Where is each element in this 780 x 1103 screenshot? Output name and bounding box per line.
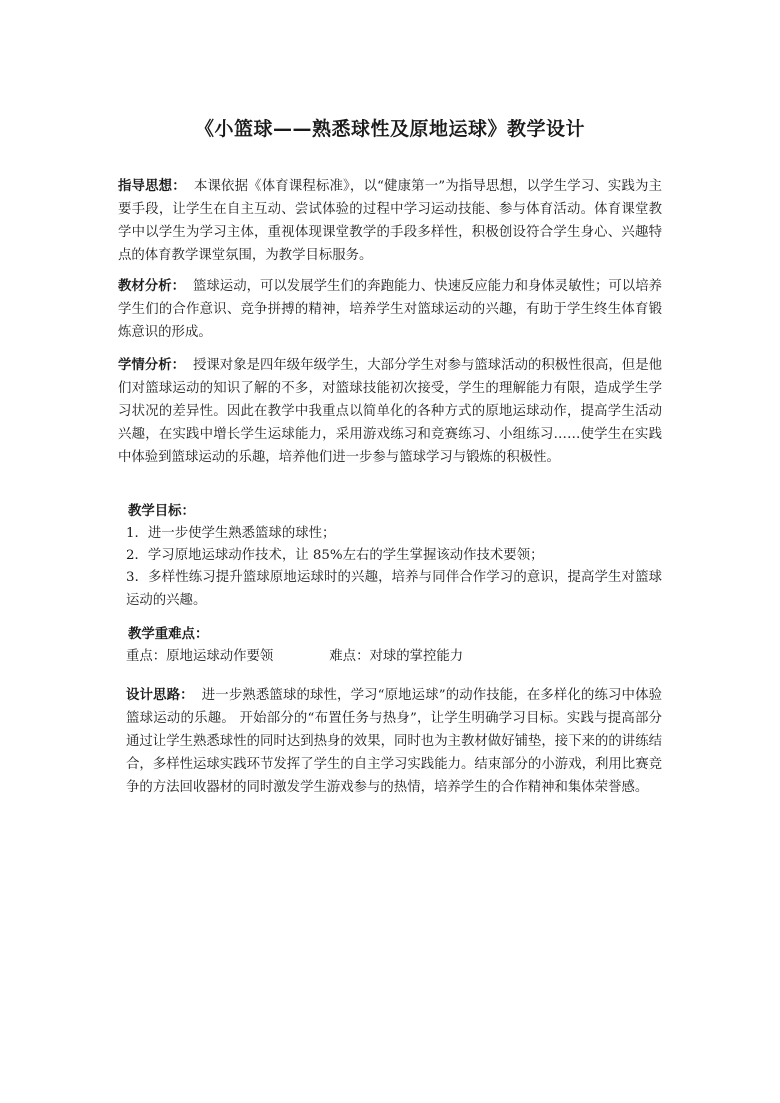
student-analysis-text: 授课对象是四年级年级学生，大部分学生对参与篮球活动的积极性很高，但是他们对篮球运动的知识了解的不多，对篮球技能初次接受，学生的理解能力有限，造成学生学习状况的差异性。因此在教学中我重点以简单化的各种方式的原地运球动作，提高学生活动兴趣，在实践中增长学生运球能力，采用游戏练习和竞赛练习、小组练习……使学生在实践中体验到篮球运动的乐趣，培养他们进一步参与篮球学习与锻炼的积极性。 (118, 358, 662, 465)
keypoints-heading: 教学重难点： (128, 627, 209, 642)
objective-item: 2．学习原地运球动作技术，让 85%左右的学生掌握该动作技术要领； (126, 548, 544, 563)
guiding-ideology-section (118, 175, 662, 267)
design-idea-text: 进一步熟悉篮球的球性，学习“原地运球”的动作技能，在多样化的练习中体验篮球运动的乐趣。 开始部分的“布置任务与热身”，让学生明确学习目标。实践与提高部分通过让学生熟悉球性的同时达到热身的效果，同时也为主教材做好铺垫，接下来的的讲练结合，多样性运球实践环节发挥了学生的自主学习实践能力。结束部分的小游戏，利用比赛竞争的方法回收器材的同时激发学生游戏参与的热情，培养学生的合作精神和集体荣誉感。 (126, 688, 662, 795)
student-analysis-label: 学情分析： (118, 358, 185, 373)
design-idea-label: 设计思路： (126, 688, 194, 703)
difficult-point: 难点：对球的掌控能力 (329, 649, 464, 664)
key-point: 重点：原地运球动作要领 (126, 649, 274, 664)
guiding-ideology-text: 本课依据《体育课程标准》，以“健康第一”为指导思想，以学生学习、实践为主要手段，让学生在自主互动、尝试体验的过程中学习运动技能、参与体育活动。体育课堂教学中以学生为学习主体，重视体现课堂教学的手段多样性，积极创设符合学生身心、兴趣特点的体育教学课堂氛围，为教学目标服务。 (118, 179, 662, 263)
guiding-ideology-label: 指导思想： (118, 179, 186, 194)
material-analysis-text: 篮球运动，可以发展学生们的奔跑能力、快速反应能力和身体灵敏性；可以培养学生们的合作意识、竞争拼搏的精神，培养学生对篮球运动的兴趣，有助于学生终生体育锻炼意识的形成。 (118, 279, 662, 340)
material-analysis-section (118, 275, 662, 344)
objectives-heading: 教学目标： (128, 504, 195, 519)
material-analysis-label: 教材分析： (118, 279, 185, 294)
keypoints-line (126, 645, 463, 668)
document-title: 《小篮球——熟悉球性及原地运球》教学设计 (194, 118, 585, 140)
design-idea-section (126, 684, 662, 799)
objective-item: 3．多样性练习提升篮球原地运球时的兴趣，培养与同伴合作学习的意识，提高学生对篮球运动的兴趣。 (126, 570, 662, 608)
student-analysis-section (118, 354, 662, 469)
objective-item: 1．进一步使学生熟悉篮球的球性； (126, 526, 336, 541)
